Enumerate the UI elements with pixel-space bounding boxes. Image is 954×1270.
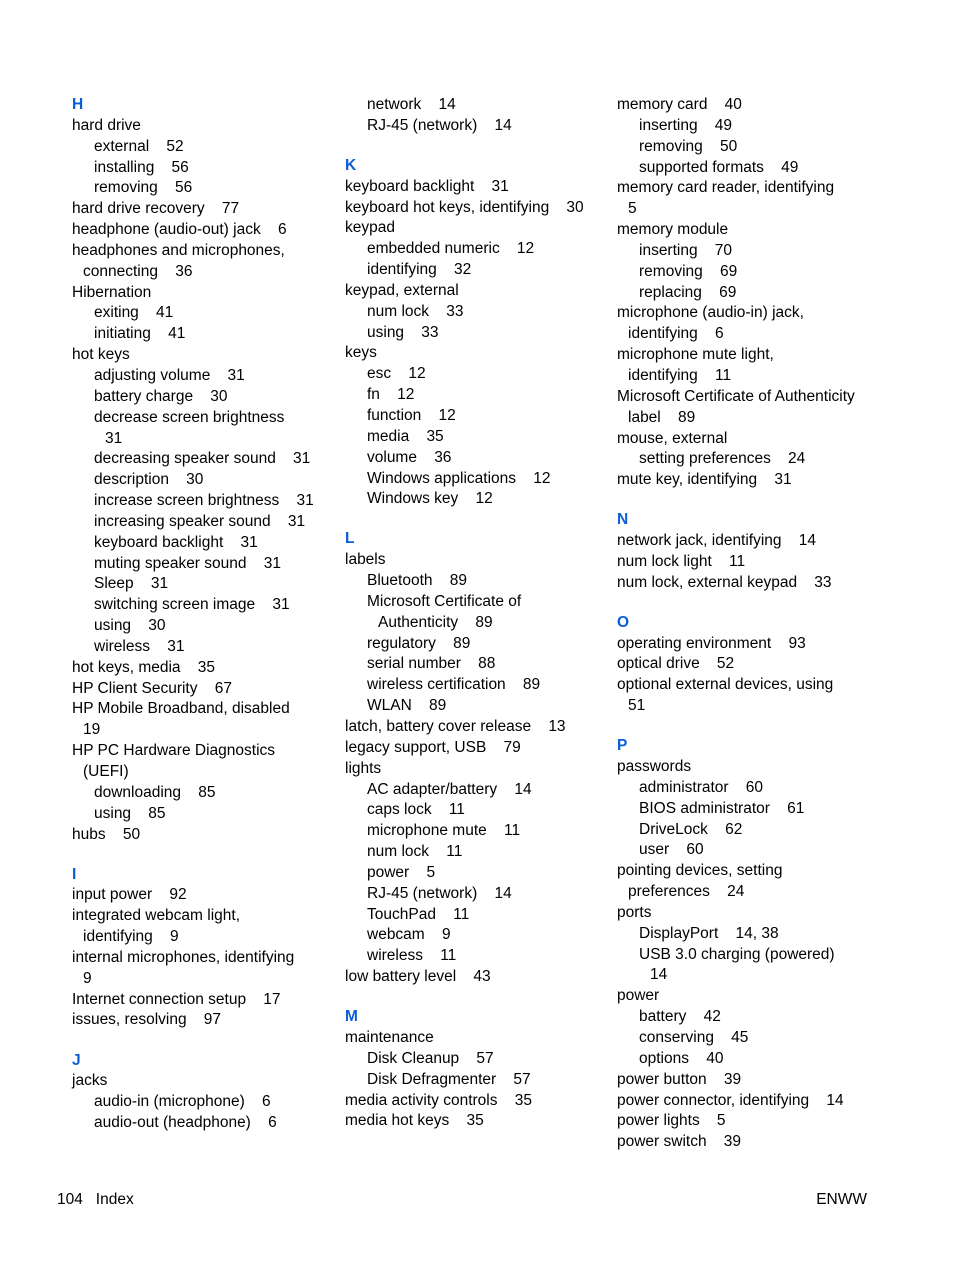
index-entry: 51 xyxy=(628,697,646,715)
index-entry: 5 xyxy=(628,200,637,218)
index-entry: optional external devices, using xyxy=(617,676,834,694)
index-column-3 xyxy=(617,95,877,1153)
index-subentry: initiating 41 xyxy=(94,325,186,343)
index-subentry: decrease screen brightness xyxy=(94,408,285,426)
index-entry: headphone (audio-out) jack 6 xyxy=(72,221,287,239)
index-subentry: setting preferences 24 xyxy=(639,450,806,468)
index-entry: passwords xyxy=(617,758,692,776)
index-entry: operating environment 93 xyxy=(617,634,806,652)
index-subentry: decreasing speaker sound 31 xyxy=(94,450,311,468)
index-entry: (UEFI) xyxy=(83,763,129,780)
index-subentry: Disk Defragmenter 57 xyxy=(367,1070,531,1088)
index-subentry: wireless 31 xyxy=(94,637,185,655)
index-column-1 xyxy=(72,95,332,1134)
index-entry: pointing devices, setting xyxy=(617,862,783,880)
index-entry: media activity controls 35 xyxy=(345,1091,532,1109)
index-entry: low battery level 43 xyxy=(345,968,491,986)
index-entry: maintenance xyxy=(345,1029,434,1046)
index-subentry: AC adapter/battery 14 xyxy=(367,780,532,798)
index-subentry: replacing 69 xyxy=(639,283,737,301)
index-subentry: BIOS administrator 61 xyxy=(639,799,805,817)
index-entry: power xyxy=(617,987,660,1005)
index-subentry: battery 42 xyxy=(639,1008,721,1026)
index-entry: keypad xyxy=(345,219,395,237)
index-entry: keys xyxy=(345,344,377,362)
index-section-heading: N xyxy=(617,511,629,529)
index-subentry: muting speaker sound 31 xyxy=(94,554,281,572)
index-subentry: downloading 85 xyxy=(94,783,216,801)
index-subentry: regulatory 89 xyxy=(367,634,471,652)
index-entry: identifying 9 xyxy=(83,928,179,946)
index-section-heading: K xyxy=(345,156,357,174)
index-entry: hard drive xyxy=(72,116,141,134)
index-subentry: Windows key 12 xyxy=(367,490,493,508)
index-subentry: keyboard backlight 31 xyxy=(94,533,258,551)
index-subentry: increasing speaker sound 31 xyxy=(94,512,306,530)
index-entry: label 89 xyxy=(628,408,696,426)
index-subentry: Authenticity 89 xyxy=(378,613,493,631)
index-subentry: battery charge 30 xyxy=(94,387,228,405)
index-subentry: Bluetooth 89 xyxy=(367,572,467,590)
index-entry: HP PC Hardware Diagnostics xyxy=(72,742,276,760)
index-subentry: serial number 88 xyxy=(367,655,496,673)
index-subentry: 14 xyxy=(650,966,668,984)
index-section-heading: P xyxy=(617,737,628,755)
index-entry: memory card reader, identifying xyxy=(617,179,835,197)
index-entry: preferences 24 xyxy=(628,883,745,901)
index-section-heading: H xyxy=(72,96,84,113)
page-footer-left: 104 Index xyxy=(57,1191,134,1208)
index-column-2 xyxy=(345,95,605,1132)
index-subentry: num lock 33 xyxy=(367,302,464,320)
index-section-heading: M xyxy=(345,1008,358,1026)
index-subentry: 31 xyxy=(105,429,123,447)
index-entry: issues, resolving 97 xyxy=(72,1011,222,1029)
index-entry: Internet connection setup 17 xyxy=(72,990,281,1008)
index-subentry: administrator 60 xyxy=(639,778,764,796)
index-entry: power lights 5 xyxy=(617,1112,726,1130)
index-entry: mouse, external xyxy=(617,429,728,447)
index-subentry: power 5 xyxy=(367,863,436,881)
index-subentry: Disk Cleanup 57 xyxy=(367,1049,494,1067)
index-subentry: removing 56 xyxy=(94,179,193,197)
index-entry: integrated webcam light, xyxy=(72,907,241,925)
index-subentry: removing 50 xyxy=(639,137,738,155)
index-section-heading: L xyxy=(345,530,355,548)
index-entry: internal microphones, identifying xyxy=(72,948,295,966)
index-subentry: Microsoft Certificate of xyxy=(367,592,522,610)
index-entry: power button 39 xyxy=(617,1070,742,1088)
index-entry: microphone mute light, xyxy=(617,346,774,364)
index-entry: legacy support, USB 79 xyxy=(345,738,521,756)
index-section-heading: J xyxy=(72,1051,81,1069)
index-subentry: RJ-45 (network) 14 xyxy=(367,884,512,902)
index-entry: headphones and microphones, xyxy=(72,241,285,259)
index-subentry: wireless 11 xyxy=(367,947,457,965)
index-subentry: network 14 xyxy=(367,96,456,113)
index-subentry: inserting 49 xyxy=(639,116,733,134)
index-subentry: adjusting volume 31 xyxy=(94,366,245,384)
index-entry: identifying 6 xyxy=(628,325,724,343)
index-subentry: removing 69 xyxy=(639,262,738,280)
index-subentry: embedded numeric 12 xyxy=(367,240,535,258)
index-entry: HP Client Security 67 xyxy=(72,679,232,697)
index-entry: Microsoft Certificate of Authenticity xyxy=(617,387,855,405)
index-subentry: installing 56 xyxy=(94,158,189,176)
index-subentry: Sleep 31 xyxy=(94,575,169,593)
index-entry: connecting 36 xyxy=(83,262,193,280)
index-subentry: webcam 9 xyxy=(367,926,451,944)
index-subentry: num lock 11 xyxy=(367,843,463,861)
index-subentry: using 30 xyxy=(94,617,166,635)
index-entry: input power 92 xyxy=(72,886,187,904)
index-subentry: audio-out (headphone) 6 xyxy=(94,1114,277,1132)
index-entry: ports xyxy=(617,903,652,921)
index-section-heading: I xyxy=(72,865,77,883)
index-subentry: exiting 41 xyxy=(94,304,174,322)
index-entry: HP Mobile Broadband, disabled xyxy=(72,700,290,718)
index-subentry: TouchPad 11 xyxy=(367,905,470,923)
index-section-heading: O xyxy=(617,613,630,631)
index-subentry: conserving 45 xyxy=(639,1029,749,1046)
index-entry: optical drive 52 xyxy=(617,655,735,673)
index-entry: memory module xyxy=(617,221,729,239)
index-subentry: DriveLock 62 xyxy=(639,820,743,838)
index-entry: hubs 50 xyxy=(72,825,141,843)
index-subentry: USB 3.0 charging (powered) xyxy=(639,945,835,963)
index-subentry: caps lock 11 xyxy=(367,801,465,819)
index-subentry: supported formats 49 xyxy=(639,158,799,176)
index-subentry: microphone mute 11 xyxy=(367,822,521,840)
index-subentry: using 85 xyxy=(94,804,166,822)
index-entry: microphone (audio-in) jack, xyxy=(617,304,804,322)
index-entry: 9 xyxy=(83,969,92,987)
index-subentry: function 12 xyxy=(367,407,456,424)
index-subentry: wireless certification 89 xyxy=(367,676,541,694)
index-entry: 19 xyxy=(83,721,101,739)
index-subentry: audio-in (microphone) 6 xyxy=(94,1093,271,1111)
index-entry: media hot keys 35 xyxy=(345,1112,484,1130)
index-subentry: inserting 70 xyxy=(639,241,733,259)
index-subentry: esc 12 xyxy=(367,365,426,383)
index-entry: keyboard hot keys, identifying 30 xyxy=(345,198,584,216)
index-entry: Hibernation xyxy=(72,283,152,301)
index-entry: network jack, identifying 14 xyxy=(617,532,817,550)
index-subentry: switching screen image 31 xyxy=(94,596,290,614)
index-subentry: media 35 xyxy=(367,427,444,445)
index-subentry: volume 36 xyxy=(367,448,452,466)
index-entry: mute key, identifying 31 xyxy=(617,471,792,489)
index-entry: labels xyxy=(345,551,386,569)
index-entry: keypad, external xyxy=(345,281,459,299)
index-entry: jacks xyxy=(72,1072,108,1090)
index-entry: hot keys, media 35 xyxy=(72,658,216,676)
index-entry: num lock light 11 xyxy=(617,552,746,570)
index-entry: power switch 39 xyxy=(617,1133,742,1151)
index-entry: latch, battery cover release 13 xyxy=(345,718,566,735)
index-subentry: Windows applications 12 xyxy=(367,469,551,487)
index-entry: keyboard backlight 31 xyxy=(345,177,509,195)
index-entry: memory card 40 xyxy=(617,96,742,113)
index-subentry: fn 12 xyxy=(367,386,415,404)
index-entry: hard drive recovery 77 xyxy=(72,200,240,218)
index-entry: identifying 11 xyxy=(628,366,732,384)
index-subentry: identifying 32 xyxy=(367,261,472,279)
index-subentry: using 33 xyxy=(367,323,439,341)
index-subentry: description 30 xyxy=(94,471,204,489)
index-subentry: options 40 xyxy=(639,1049,724,1067)
index-entry: power connector, identifying 14 xyxy=(617,1091,844,1109)
index-subentry: increase screen brightness 31 xyxy=(94,492,314,510)
index-entry: lights xyxy=(345,759,382,777)
index-entry: num lock, external keypad 33 xyxy=(617,573,832,591)
index-subentry: user 60 xyxy=(639,841,704,859)
index-subentry: external 52 xyxy=(94,137,184,155)
index-subentry: DisplayPort 14, 38 xyxy=(639,924,779,942)
index-subentry: WLAN 89 xyxy=(367,697,447,715)
index-entry: hot keys xyxy=(72,346,130,364)
page-footer-right: ENWW xyxy=(816,1191,867,1208)
index-subentry: RJ-45 (network) 14 xyxy=(367,116,512,134)
